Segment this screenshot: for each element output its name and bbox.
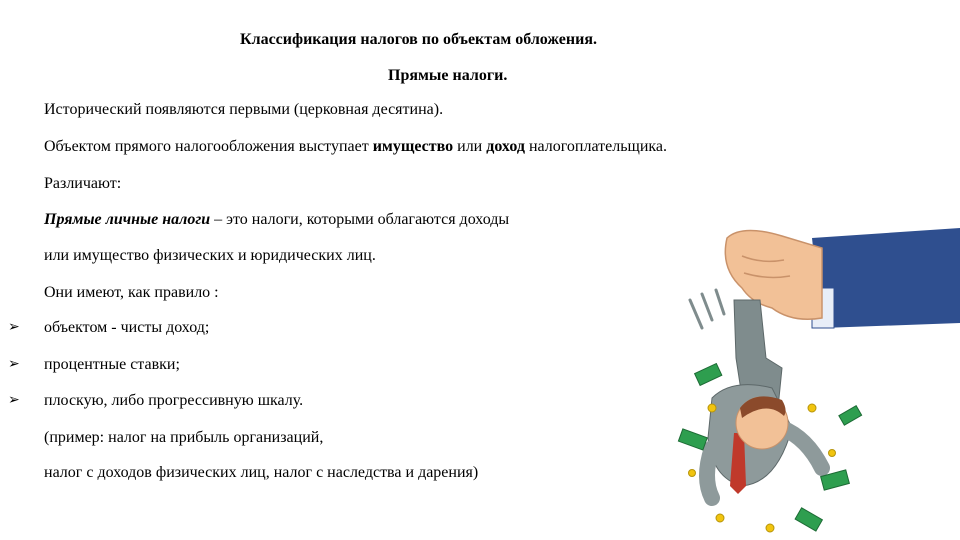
- paragraph-personal-taxes: [44, 210, 509, 230]
- bullet-marker: ➢: [8, 393, 20, 408]
- bullet-item: объектом - чисты доход;: [44, 319, 210, 336]
- bullet-item: плоскую, либо прогрессивную шкалу.: [44, 392, 304, 409]
- bullet-item: процентные ставки;: [44, 356, 180, 373]
- object-text-post: налогоплательщика.: [524, 138, 668, 155]
- man-arm-left: [707, 448, 712, 498]
- object-bold-income: доход: [486, 138, 525, 155]
- page-title: Классификация налогов по объектам обложения.: [240, 31, 597, 48]
- hand-holding-upside-down-man-icon: [672, 228, 960, 540]
- object-text-pre: Объектом прямого налогообложения выступает: [44, 138, 373, 155]
- motion-lines: [690, 290, 724, 328]
- page-subtitle: Прямые налоги.: [388, 67, 508, 84]
- object-bold-property: имущество: [372, 138, 454, 155]
- object-text-mid: или: [453, 138, 487, 155]
- example-line: (пример: налог на прибыль организаций,: [44, 429, 324, 446]
- personal-taxes-term: Прямые личные налоги: [44, 211, 211, 228]
- personal-taxes-definition: – это налоги, которыми облагаются доходы: [210, 211, 510, 228]
- paragraph-personal-cont: или имущество физических и юридических лиц.: [44, 247, 376, 264]
- paragraph-distinguish: Различают:: [44, 175, 122, 192]
- paragraph-object: [44, 137, 667, 157]
- man-arm-right: [782, 428, 822, 468]
- example-line: налог с доходов физических лиц, налог с наследства и дарения): [44, 464, 479, 481]
- paragraph-usually: Они имеют, как правило :: [44, 284, 219, 301]
- bullet-marker: ➢: [8, 357, 20, 372]
- paragraph-historical: Исторический появляются первыми (церковная десятина).: [44, 101, 444, 118]
- bullet-marker: ➢: [8, 320, 20, 335]
